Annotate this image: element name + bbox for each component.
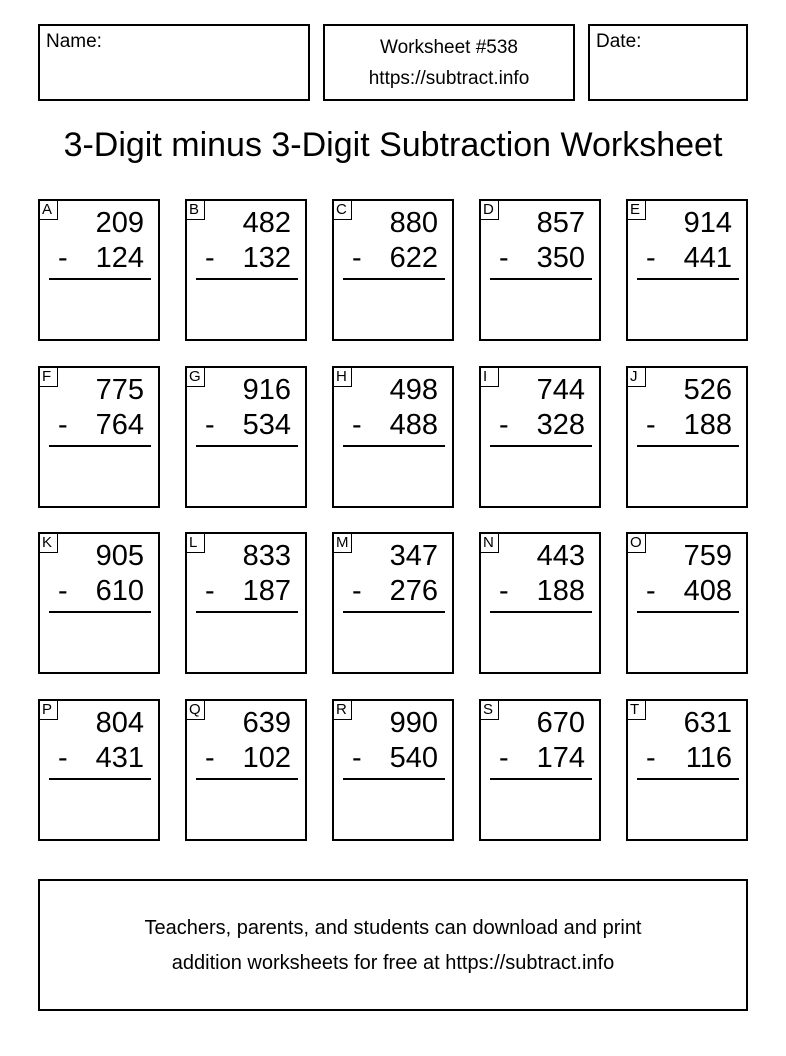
problem-card xyxy=(38,366,160,508)
problem-card xyxy=(626,199,748,341)
minus-sign: - xyxy=(58,742,68,774)
minuend: 916 xyxy=(242,374,291,406)
problem-card xyxy=(332,199,454,341)
problem-card xyxy=(479,366,601,508)
answer-line xyxy=(196,611,298,613)
minus-sign: - xyxy=(352,409,362,441)
problem-card xyxy=(332,699,454,841)
subtrahend: 610 xyxy=(95,575,144,607)
minus-sign: - xyxy=(646,742,656,774)
subtrahend: 328 xyxy=(536,409,585,441)
minuend: 443 xyxy=(536,540,585,572)
footer-line-2: addition worksheets for free at https://subtract.info xyxy=(171,952,615,974)
answer-line xyxy=(637,611,739,613)
subtrahend: 441 xyxy=(683,242,732,274)
minus-sign: - xyxy=(58,242,68,274)
problem-card xyxy=(38,532,160,674)
minus-sign: - xyxy=(499,575,509,607)
minuend: 482 xyxy=(242,207,291,239)
minuend: 914 xyxy=(683,207,732,239)
minus-sign: - xyxy=(352,242,362,274)
footer-box xyxy=(38,879,748,1011)
subtrahend: 124 xyxy=(95,242,144,274)
subtrahend: 431 xyxy=(95,742,144,774)
problem-label: A xyxy=(39,200,58,220)
answer-line xyxy=(490,278,592,280)
problem-label: G xyxy=(186,367,205,387)
minus-sign: - xyxy=(646,409,656,441)
worksheet-info-box xyxy=(323,24,575,101)
problem-label: I xyxy=(480,367,499,387)
problem-label: J xyxy=(627,367,646,387)
problem-label: N xyxy=(480,533,499,553)
problem-label: L xyxy=(186,533,205,553)
worksheet-number: Worksheet #538 xyxy=(379,37,518,58)
minus-sign: - xyxy=(499,242,509,274)
answer-line xyxy=(490,445,592,447)
date-field[interactable] xyxy=(588,24,748,101)
problem-card xyxy=(332,366,454,508)
problem-label: K xyxy=(39,533,58,553)
problem-label: C xyxy=(333,200,352,220)
minuend: 804 xyxy=(95,707,144,739)
minuend: 639 xyxy=(242,707,291,739)
problem-card xyxy=(479,532,601,674)
answer-line xyxy=(196,278,298,280)
problem-label: O xyxy=(627,533,646,553)
answer-line xyxy=(490,778,592,780)
minus-sign: - xyxy=(499,742,509,774)
minus-sign: - xyxy=(646,242,656,274)
minuend: 759 xyxy=(683,540,732,572)
footer-line-1: Teachers, parents, and students can download and print xyxy=(144,917,642,939)
minuend: 880 xyxy=(389,207,438,239)
subtrahend: 188 xyxy=(536,575,585,607)
problem-card xyxy=(38,199,160,341)
minuend: 775 xyxy=(95,374,144,406)
subtrahend: 622 xyxy=(389,242,438,274)
subtrahend: 408 xyxy=(683,575,732,607)
minus-sign: - xyxy=(646,575,656,607)
subtrahend: 116 xyxy=(685,742,732,774)
subtrahend: 132 xyxy=(242,242,291,274)
answer-line xyxy=(343,778,445,780)
problem-card xyxy=(185,699,307,841)
minus-sign: - xyxy=(205,409,215,441)
minus-sign: - xyxy=(205,575,215,607)
subtrahend: 540 xyxy=(389,742,438,774)
problem-label: H xyxy=(333,367,352,387)
minuend: 670 xyxy=(536,707,585,739)
minus-sign: - xyxy=(205,242,215,274)
minus-sign: - xyxy=(205,742,215,774)
answer-line xyxy=(196,445,298,447)
subtrahend: 764 xyxy=(95,409,144,441)
problem-label: B xyxy=(186,200,205,220)
minuend: 347 xyxy=(389,540,438,572)
problem-card xyxy=(332,532,454,674)
date-label: Date: xyxy=(596,31,642,52)
minuend: 857 xyxy=(536,207,585,239)
problem-label: S xyxy=(480,700,499,720)
worksheet-url: https://subtract.info xyxy=(368,68,530,89)
answer-line xyxy=(49,611,151,613)
problem-label: E xyxy=(627,200,646,220)
minuend: 631 xyxy=(683,707,732,739)
answer-line xyxy=(343,611,445,613)
problem-label: F xyxy=(39,367,58,387)
answer-line xyxy=(343,445,445,447)
name-field[interactable] xyxy=(38,24,310,101)
problem-card xyxy=(626,532,748,674)
subtrahend: 534 xyxy=(242,409,291,441)
answer-line xyxy=(637,778,739,780)
minuend: 905 xyxy=(95,540,144,572)
problem-card xyxy=(185,199,307,341)
problem-label: Q xyxy=(186,700,205,720)
minuend: 744 xyxy=(536,374,585,406)
problem-label: M xyxy=(333,533,352,553)
problem-label: T xyxy=(627,700,646,720)
problem-card xyxy=(626,699,748,841)
problem-label: R xyxy=(333,700,352,720)
problem-card xyxy=(185,532,307,674)
problem-label: P xyxy=(39,700,58,720)
answer-line xyxy=(490,611,592,613)
minus-sign: - xyxy=(352,575,362,607)
minus-sign: - xyxy=(58,575,68,607)
problem-card xyxy=(479,699,601,841)
answer-line xyxy=(49,445,151,447)
minuend: 209 xyxy=(95,207,144,239)
minuend: 990 xyxy=(389,707,438,739)
subtrahend: 102 xyxy=(242,742,291,774)
problem-card xyxy=(38,699,160,841)
minuend: 833 xyxy=(242,540,291,572)
subtrahend: 188 xyxy=(683,409,732,441)
answer-line xyxy=(49,278,151,280)
minus-sign: - xyxy=(58,409,68,441)
subtrahend: 174 xyxy=(536,742,585,774)
problem-label: D xyxy=(480,200,499,220)
minuend: 526 xyxy=(683,374,732,406)
problem-card xyxy=(479,199,601,341)
subtrahend: 187 xyxy=(242,575,291,607)
subtrahend: 350 xyxy=(536,242,585,274)
subtrahend: 488 xyxy=(389,409,438,441)
answer-line xyxy=(343,278,445,280)
minuend: 498 xyxy=(389,374,438,406)
problem-card xyxy=(185,366,307,508)
subtrahend: 276 xyxy=(389,575,438,607)
problem-card xyxy=(626,366,748,508)
answer-line xyxy=(637,278,739,280)
answer-line xyxy=(196,778,298,780)
answer-line xyxy=(49,778,151,780)
minus-sign: - xyxy=(352,742,362,774)
answer-line xyxy=(637,445,739,447)
minus-sign: - xyxy=(499,409,509,441)
page-title: 3-Digit minus 3-Digit Subtraction Worksheet xyxy=(63,126,723,164)
name-label: Name: xyxy=(46,31,102,52)
